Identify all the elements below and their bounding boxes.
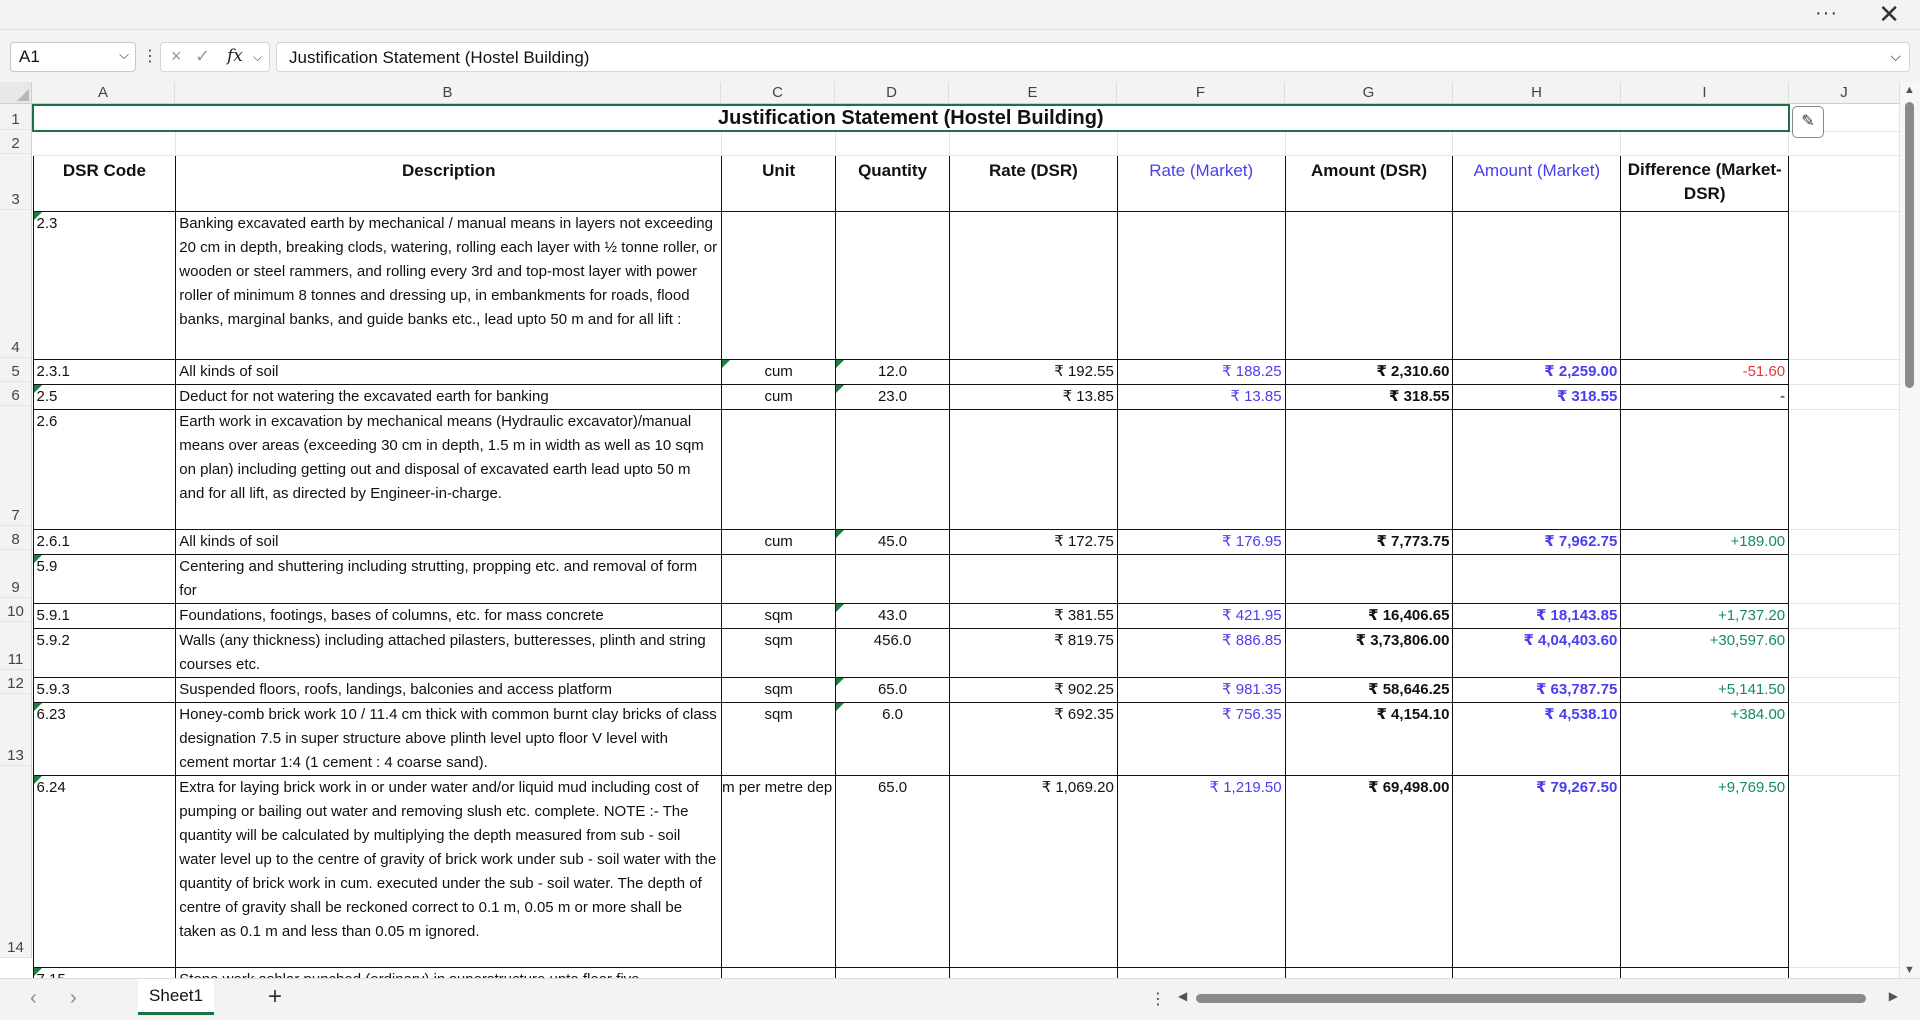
description-cell[interactable]: Suspended floors, roofs, landings, balconies and access platform	[176, 677, 722, 702]
difference-cell[interactable]: -	[1621, 384, 1789, 409]
unit-cell[interactable]	[722, 409, 836, 529]
header-unit[interactable]: Unit	[722, 155, 836, 211]
sheet-table	[32, 104, 1900, 993]
name-box[interactable]	[10, 42, 136, 72]
formula-text: Justification Statement (Hostel Building)	[289, 48, 590, 67]
header-dsr-code[interactable]: DSR Code	[33, 155, 176, 211]
row-header-7[interactable]: 7	[0, 406, 32, 526]
quantity-cell[interactable]: 65.0	[836, 677, 950, 702]
more-options-icon[interactable]: ···	[1815, 2, 1838, 24]
dsr-code-cell[interactable]: 2.5	[33, 384, 176, 409]
column-header-g[interactable]: G	[1285, 82, 1453, 104]
amount-dsr-cell[interactable]: ₹ 58,646.25	[1285, 677, 1453, 702]
rate-dsr-cell[interactable]: ₹ 172.75	[950, 529, 1118, 554]
rate-market-cell[interactable]: ₹ 886.85	[1117, 628, 1285, 677]
check-icon[interactable]: ✓	[195, 46, 211, 66]
row-header-10[interactable]: 10	[0, 598, 32, 622]
expand-formula-icon[interactable]: ⌵	[1890, 48, 1901, 64]
amount-dsr-cell[interactable]: ₹ 2,310.60	[1285, 359, 1453, 384]
rate-dsr-cell[interactable]: ₹ 381.55	[950, 603, 1118, 628]
scroll-right-icon[interactable]: ▶	[1888, 989, 1898, 1003]
row-header-3[interactable]: 3	[0, 154, 32, 210]
dsr-code-cell[interactable]: 2.3.1	[33, 359, 176, 384]
cell[interactable]	[1789, 155, 1900, 211]
scroll-left-icon[interactable]: ◀	[1178, 989, 1188, 1003]
rate-market-cell[interactable]: ₹ 421.95	[1117, 603, 1285, 628]
cell[interactable]	[1789, 702, 1900, 775]
row-header-4[interactable]: 4	[0, 210, 32, 358]
unit-cell[interactable]: cum	[722, 359, 836, 384]
difference-cell[interactable]: +9,769.50	[1621, 775, 1789, 967]
rate-market-cell[interactable]: ₹ 188.25	[1117, 359, 1285, 384]
difference-cell[interactable]	[1621, 211, 1789, 359]
description-cell[interactable]: All kinds of soil	[176, 359, 722, 384]
horizontal-scrollbar[interactable]	[1178, 989, 1898, 1009]
formula-controls	[160, 42, 270, 72]
rate-market-cell[interactable]	[1117, 554, 1285, 603]
column-header-h[interactable]: H	[1453, 82, 1621, 104]
rate-dsr-cell[interactable]	[950, 554, 1118, 603]
rate-market-cell[interactable]: ₹ 1,219.50	[1117, 775, 1285, 967]
difference-cell[interactable]: -51.60	[1621, 359, 1789, 384]
amount-market-cell[interactable]: ₹ 4,538.10	[1453, 702, 1621, 775]
cell[interactable]	[1789, 775, 1900, 967]
column-header-d[interactable]: D	[835, 82, 949, 104]
cell[interactable]	[1789, 359, 1900, 384]
window-titlebar	[0, 0, 1920, 30]
chevron-down-icon[interactable]: ⌵	[119, 47, 129, 62]
dsr-code-cell[interactable]: 5.9.2	[33, 628, 176, 677]
unit-cell[interactable]: sqm	[722, 603, 836, 628]
rate-market-cell[interactable]: ₹ 13.85	[1117, 384, 1285, 409]
description-cell[interactable]: Foundations, footings, bases of columns, etc. for mass concrete	[176, 603, 722, 628]
quantity-cell[interactable]: 23.0	[836, 384, 950, 409]
dsr-code-cell[interactable]: 5.9	[33, 554, 176, 603]
vertical-dots-icon[interactable]: ⋮	[142, 48, 158, 65]
vertical-dots-icon[interactable]: ⋮	[1150, 991, 1166, 1008]
rate-dsr-cell[interactable]: ₹ 902.25	[950, 677, 1118, 702]
difference-cell[interactable]	[1621, 409, 1789, 529]
amount-market-cell[interactable]: ₹ 7,962.75	[1453, 529, 1621, 554]
difference-cell[interactable]: +1,737.20	[1621, 603, 1789, 628]
formula-input[interactable]	[276, 42, 1910, 72]
cancel-icon[interactable]: ×	[171, 46, 182, 66]
description-cell[interactable]: All kinds of soil	[176, 529, 722, 554]
amount-dsr-cell[interactable]: ₹ 4,154.10	[1285, 702, 1453, 775]
unit-cell[interactable]: cum	[722, 529, 836, 554]
rate-dsr-cell[interactable]: ₹ 192.55	[950, 359, 1118, 384]
description-cell[interactable]: Earth work in excavation by mechanical means (Hydraulic excavator)/manual means over areas (exceeding 30 cm in depth, 1.5 m in width as well as 10 sqm on plan) including getting out and disposal of excavated earth lead upto 50 m and for all lift, as directed by Engineer-in-charge.	[176, 409, 722, 529]
description-cell[interactable]: Deduct for not watering the excavated earth for banking	[176, 384, 722, 409]
header-amount-dsr[interactable]: Amount (DSR)	[1285, 155, 1453, 211]
rate-market-cell[interactable]	[1117, 409, 1285, 529]
row-header-5[interactable]: 5	[0, 358, 32, 382]
column-header-i[interactable]: I	[1621, 82, 1789, 104]
row-header-8[interactable]: 8	[0, 526, 32, 550]
dsr-code-cell[interactable]: 2.6.1	[33, 529, 176, 554]
scrollbar-thumb[interactable]	[1905, 102, 1914, 388]
rate-market-cell[interactable]	[1117, 211, 1285, 359]
description-cell[interactable]: Walls (any thickness) including attached pilasters, butteresses, plinth and string courses etc.	[176, 628, 722, 677]
sheet-title-cell[interactable]: Justification Statement (Hostel Building)	[33, 105, 1789, 131]
unit-cell[interactable]: m per metre dep	[722, 775, 836, 967]
cell[interactable]	[836, 131, 950, 155]
vertical-scrollbar[interactable]	[1900, 82, 1920, 978]
rate-market-cell[interactable]: ₹ 176.95	[1117, 529, 1285, 554]
amount-dsr-cell[interactable]: ₹ 69,498.00	[1285, 775, 1453, 967]
unit-cell[interactable]: sqm	[722, 628, 836, 677]
cell[interactable]	[176, 131, 722, 155]
amount-market-cell[interactable]: ₹ 4,04,403.60	[1453, 628, 1621, 677]
column-header-j[interactable]: J	[1789, 82, 1900, 104]
row-header-14[interactable]: 14	[0, 766, 32, 958]
header-rate-dsr[interactable]: Rate (DSR)	[950, 155, 1118, 211]
dsr-code-cell[interactable]: 6.24	[33, 775, 176, 967]
unit-cell[interactable]	[722, 211, 836, 359]
column-header-f[interactable]: F	[1117, 82, 1285, 104]
name-box-value: A1	[19, 47, 40, 66]
cell[interactable]	[1789, 409, 1900, 529]
dsr-code-cell[interactable]: 5.9.1	[33, 603, 176, 628]
amount-dsr-cell[interactable]: ₹ 3,73,806.00	[1285, 628, 1453, 677]
cell[interactable]	[1789, 529, 1900, 554]
cell[interactable]	[1285, 131, 1453, 155]
quantity-cell[interactable]: 43.0	[836, 603, 950, 628]
scrollbar-thumb[interactable]	[1196, 994, 1866, 1003]
column-header-b[interactable]: B	[175, 82, 721, 104]
column-header-c[interactable]: C	[721, 82, 835, 104]
chevron-left-icon[interactable]: ‹	[30, 987, 37, 1009]
scroll-up-icon[interactable]: ▲	[1904, 84, 1915, 96]
formula-bar	[0, 30, 1920, 82]
quantity-cell[interactable]: 6.0	[836, 702, 950, 775]
sheet-tab-bar	[0, 978, 1920, 1020]
cell[interactable]	[722, 131, 836, 155]
cell[interactable]	[1789, 384, 1900, 409]
header-difference[interactable]: Difference (Market-DSR)	[1621, 155, 1789, 211]
difference-cell[interactable]: +5,141.50	[1621, 677, 1789, 702]
cell[interactable]	[33, 131, 176, 155]
cell[interactable]	[1117, 131, 1285, 155]
chevron-right-icon[interactable]: ›	[70, 987, 77, 1009]
cell[interactable]	[950, 131, 1118, 155]
quantity-cell[interactable]: 12.0	[836, 359, 950, 384]
quantity-cell[interactable]: 45.0	[836, 529, 950, 554]
description-cell[interactable]: Extra for laying brick work in or under water and/or liquid mud including cost of pumping or bailing out water and removing slush etc. complete. NOTE :- The quantity will be calculated by multiplying the depth measured from sub - soil water level up to the centre of gravity of brick work under sub - soil water with the quantity of brick work in cum. executed under the sub - soil water. The depth of centre of gravity shall be reckoned correct to 0.1 m, 0.05 m or more shall be taken as 0.1 m and less than 0.05 m ignored.	[176, 775, 722, 967]
amount-market-cell[interactable]	[1453, 409, 1621, 529]
column-header-e[interactable]: E	[949, 82, 1117, 104]
header-rate-market[interactable]: Rate (Market)	[1117, 155, 1285, 211]
amount-dsr-cell[interactable]: ₹ 16,406.65	[1285, 603, 1453, 628]
amount-dsr-cell[interactable]: ₹ 7,773.75	[1285, 529, 1453, 554]
dsr-code-cell[interactable]: 2.6	[33, 409, 176, 529]
quantity-cell[interactable]	[836, 409, 950, 529]
description-cell[interactable]: Banking excavated earth by mechanical / manual means in layers not exceeding 20 cm in depth, breaking clods, watering, rolling each layer with ½ tonne roller, or wooden or steel rammers, and rolling every 3rd and top-most layer with power roller of minimum 8 tonnes and dressing up, in embankments for roads, flood banks, marginal banks, and guide banks etc., lead upto 50 m and for all lift :	[176, 211, 722, 359]
quantity-cell[interactable]	[836, 554, 950, 603]
cell[interactable]	[1789, 554, 1900, 603]
difference-cell[interactable]: +30,597.60	[1621, 628, 1789, 677]
row-header-1[interactable]: 1	[0, 104, 32, 130]
rate-dsr-cell[interactable]	[950, 211, 1118, 359]
dsr-code-cell[interactable]: 5.9.3	[33, 677, 176, 702]
dsr-code-cell[interactable]: 6.23	[33, 702, 176, 775]
amount-dsr-cell[interactable]	[1285, 211, 1453, 359]
amount-market-cell[interactable]: ₹ 18,143.85	[1453, 603, 1621, 628]
row-header-2[interactable]: 2	[0, 130, 32, 154]
select-all-corner[interactable]	[0, 82, 32, 104]
cell[interactable]	[1789, 211, 1900, 359]
rate-dsr-cell[interactable]	[950, 409, 1118, 529]
unit-cell[interactable]: sqm	[722, 702, 836, 775]
close-icon[interactable]: ✕	[1878, 0, 1900, 29]
header-description[interactable]: Description	[176, 155, 722, 211]
amount-market-cell[interactable]: ₹ 79,267.50	[1453, 775, 1621, 967]
rate-dsr-cell[interactable]: ₹ 692.35	[950, 702, 1118, 775]
unit-cell[interactable]: sqm	[722, 677, 836, 702]
dsr-code-cell[interactable]: 2.3	[33, 211, 176, 359]
amount-market-cell[interactable]: ₹ 318.55	[1453, 384, 1621, 409]
cell[interactable]	[1453, 131, 1621, 155]
amount-market-cell[interactable]	[1453, 554, 1621, 603]
rate-dsr-cell[interactable]: ₹ 1,069.20	[950, 775, 1118, 967]
amount-dsr-cell[interactable]	[1285, 409, 1453, 529]
function-icon[interactable]: fx	[227, 46, 243, 66]
header-quantity[interactable]: Quantity	[836, 155, 950, 211]
amount-market-cell[interactable]: ₹ 2,259.00	[1453, 359, 1621, 384]
amount-dsr-cell[interactable]: ₹ 318.55	[1285, 384, 1453, 409]
difference-cell[interactable]: +384.00	[1621, 702, 1789, 775]
column-header-a[interactable]: A	[32, 82, 175, 104]
row-header-11[interactable]: 11	[0, 622, 32, 670]
quantity-cell[interactable]	[836, 211, 950, 359]
row-header-6[interactable]: 6	[0, 382, 32, 406]
row-header-12[interactable]: 12	[0, 670, 32, 694]
quantity-cell[interactable]: 456.0	[836, 628, 950, 677]
amount-market-cell[interactable]: ₹ 63,787.75	[1453, 677, 1621, 702]
chevron-down-icon[interactable]: ⌵	[253, 50, 263, 64]
row-header-9[interactable]: 9	[0, 550, 32, 598]
cell[interactable]	[1789, 628, 1900, 677]
difference-cell[interactable]: +189.00	[1621, 529, 1789, 554]
rate-market-cell[interactable]: ₹ 981.35	[1117, 677, 1285, 702]
rate-market-cell[interactable]: ₹ 756.35	[1117, 702, 1285, 775]
cell[interactable]	[1621, 131, 1789, 155]
description-cell[interactable]: Honey-comb brick work 10 / 11.4 cm thick with common burnt clay bricks of class designation 7.5 in super structure above plinth level upto floor V level with cement mortar 1:4 (1 cement : 4 coarse sand).	[176, 702, 722, 775]
rate-dsr-cell[interactable]: ₹ 819.75	[950, 628, 1118, 677]
cell[interactable]	[1789, 677, 1900, 702]
amount-dsr-cell[interactable]	[1285, 554, 1453, 603]
header-amount-market[interactable]: Amount (Market)	[1453, 155, 1621, 211]
difference-cell[interactable]	[1621, 554, 1789, 603]
add-sheet-icon[interactable]: +	[268, 983, 283, 1010]
description-cell[interactable]: Centering and shuttering including strutting, propping etc. and removal of form for	[176, 554, 722, 603]
rate-dsr-cell[interactable]: ₹ 13.85	[950, 384, 1118, 409]
amount-market-cell[interactable]	[1453, 211, 1621, 359]
row-header-13[interactable]: 13	[0, 694, 32, 766]
cell[interactable]	[1789, 603, 1900, 628]
quantity-cell[interactable]: 65.0	[836, 775, 950, 967]
unit-cell[interactable]: cum	[722, 384, 836, 409]
quick-analysis-icon[interactable]: ✎	[1792, 106, 1824, 138]
scroll-down-icon[interactable]: ▼	[1904, 964, 1915, 976]
tab-sheet1[interactable]: Sheet1	[138, 979, 214, 1015]
spreadsheet-grid	[0, 82, 1900, 978]
unit-cell[interactable]	[722, 554, 836, 603]
